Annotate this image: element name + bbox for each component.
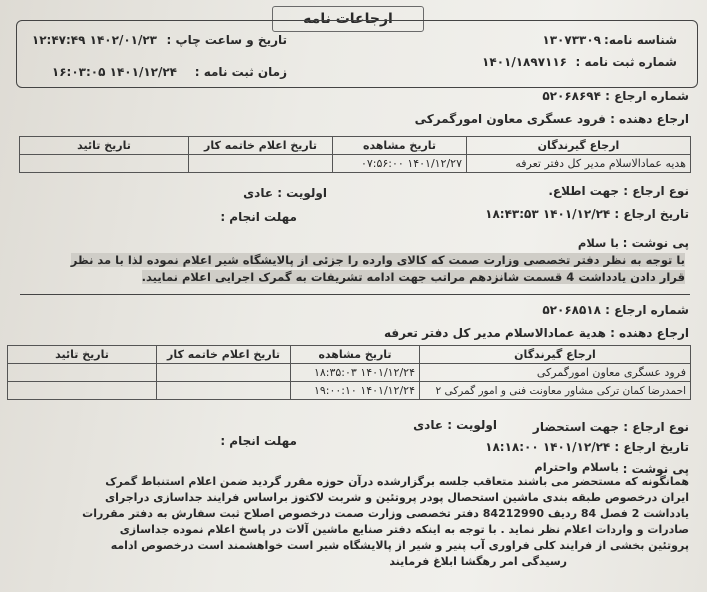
referral-2-sender: ارجاع دهنده : هدیة عمادالاسلام مدیر کل دفتر تعرفه — [384, 326, 689, 340]
print-datetime-label: تاریخ و ساعت چاپ : — [166, 33, 287, 47]
letter-header-box — [16, 20, 698, 88]
recipient-cell: فرود عسگری معاون امورگمرکی — [420, 364, 691, 382]
referral-1-postscript-line: با سلام — [577, 236, 619, 250]
col-completion-date: تاریخ اعلام خاتمه کار — [189, 137, 333, 155]
referral-1-recipients-table — [19, 136, 691, 173]
referral-2-postscript-line: رسیدگی امر رهگشا ابلاغ فرمایند — [389, 555, 567, 568]
table-row — [20, 155, 691, 173]
referral-2-postscript-line: همانگونه که مستحضر می باشند متعاقب جلسه برگزارشده درآن حوزه مقرر گردید ضمن اعلام استنباط گمرک — [105, 475, 689, 488]
col-approval-date: تاریخ تائید — [20, 137, 189, 155]
registration-time-label: زمان ثبت نامه : — [194, 65, 287, 79]
completion-date-cell — [157, 382, 291, 400]
referral-1-postscript-label: پی نوشت : — [622, 236, 689, 250]
view-date-cell: ۱۴۰۱/۱۲/۲۴ ۱۸:۳۵:۰۳ — [291, 364, 420, 382]
referral-2-deadline: مهلت انجام : — [220, 434, 297, 448]
referral-1-priority: اولویت : عادی — [243, 186, 327, 200]
referral-2-type: نوع ارجاع : جهت استحضار — [532, 420, 689, 434]
referral-2-priority: اولویت : عادی — [413, 418, 497, 432]
referral-2-postscript-line: پروتئین بخشی از فرایند کلی فراوری آب پنیر و شیر از پالایشگاه شیر است خواهشمند است درخصوص ادامه — [110, 539, 689, 552]
col-recipients: ارجاع گیرندگان — [467, 137, 691, 155]
approval-date-cell — [8, 382, 157, 400]
referral-1-postscript-line: قرار دادن یادداشت 4 قسمت شانزدهم مراتب جهت ادامه تشریفات به گمرک اجرایی اعلام نمایید. — [141, 270, 685, 284]
recipient-cell: احمدرضا کمان ترکی مشاور معاونت فنی و امور گمرکی ۲ — [420, 382, 691, 400]
registration-time-value: ۱۴۰۱/۱۲/۲۴ ۱۶:۰۳:۰۵ — [51, 65, 177, 79]
referral-2-postscript-line: صادرات و واردات اعلام نظر نماید . با توجه به اینکه دفتر صنایع ماشین آلات در پاسخ اعلام نموده جداسازی — [119, 523, 689, 536]
letter-id-value: ۱۳۰۷۳۳۰۹ — [542, 33, 601, 47]
referral-1-sender: ارجاع دهنده : فرود عسگری معاون امورگمرکی — [414, 112, 689, 126]
col-view-date: تاریخ مشاهده — [291, 346, 420, 364]
referral-2-postscript-line: یادداشت 2 فصل 84 ردیف 84212990 دفتر تخصصی وزارت صمت درخصوص اصلاح ثبت سفارش به دفتر مقررات — [82, 507, 689, 520]
referral-2-number: شماره ارجاع : ۵۲۰۶۸۵۱۸ — [542, 303, 689, 317]
referral-2-postscript-line: ایران درخصوص طبقه بندی ماشین استحصال پودر پروتئین و شربت لاکتوز براساس فرایند جداسازی دراجرای — [105, 491, 689, 504]
completion-date-cell — [157, 364, 291, 382]
col-recipients: ارجاع گیرندگان — [420, 346, 691, 364]
referral-1-number: شماره ارجاع : ۵۲۰۶۸۶۹۴ — [542, 89, 689, 103]
table-row — [8, 382, 691, 400]
letter-id-label: شناسه نامه: — [604, 33, 677, 47]
document-title: ارجاعات نامه — [272, 6, 424, 32]
col-completion-date: تاریخ اعلام خاتمه کار — [157, 346, 291, 364]
registration-number-label: شماره ثبت نامه : — [575, 55, 677, 69]
table-row — [8, 364, 691, 382]
registration-number-value: ۱۴۰۱/۱۸۹۷۱۱۶ — [482, 55, 567, 69]
referral-2-recipients-table — [7, 345, 691, 400]
referral-2-postscript-line: باسلام واحترام — [534, 460, 619, 474]
referral-2-postscript-label: پی نوشت : — [622, 462, 689, 476]
referral-1-deadline: مهلت انجام : — [220, 210, 297, 224]
approval-date-cell — [8, 364, 157, 382]
referral-1-date: تاریخ ارجاع : ۱۴۰۱/۱۲/۲۴ ۱۸:۴۳:۵۳ — [485, 207, 689, 221]
referral-1-postscript-line: با توجه به نظر دفتر تخصصی وزارت صمت که کالای وارده را جزئی از پالایشگاه شیر اعلام نموده لذا با مد نظر — [70, 253, 685, 267]
approval-date-cell — [20, 155, 189, 173]
recipient-cell: هدیه عمادالاسلام مدیر کل دفتر تعرفه — [467, 155, 691, 173]
completion-date-cell — [189, 155, 333, 173]
col-view-date: تاریخ مشاهده — [333, 137, 467, 155]
referral-2-date: تاریخ ارجاع : ۱۴۰۱/۱۲/۲۴ ۱۸:۱۸:۰۰ — [485, 440, 689, 454]
view-date-cell: ۱۴۰۱/۱۲/۲۷ ۰۷:۵۶:۰۰ — [333, 155, 467, 173]
referral-1-type: نوع ارجاع : جهت اطلاع. — [548, 184, 689, 198]
table-header-row — [8, 346, 691, 364]
table-header-row — [20, 137, 691, 155]
col-approval-date: تاریخ تائید — [8, 346, 157, 364]
view-date-cell: ۱۴۰۱/۱۲/۲۴ ۱۹:۰۰:۱۰ — [291, 382, 420, 400]
section-divider — [20, 294, 690, 295]
print-datetime-value: ۱۴۰۲/۰۱/۲۳ ۱۲:۴۷:۴۹ — [31, 33, 157, 47]
